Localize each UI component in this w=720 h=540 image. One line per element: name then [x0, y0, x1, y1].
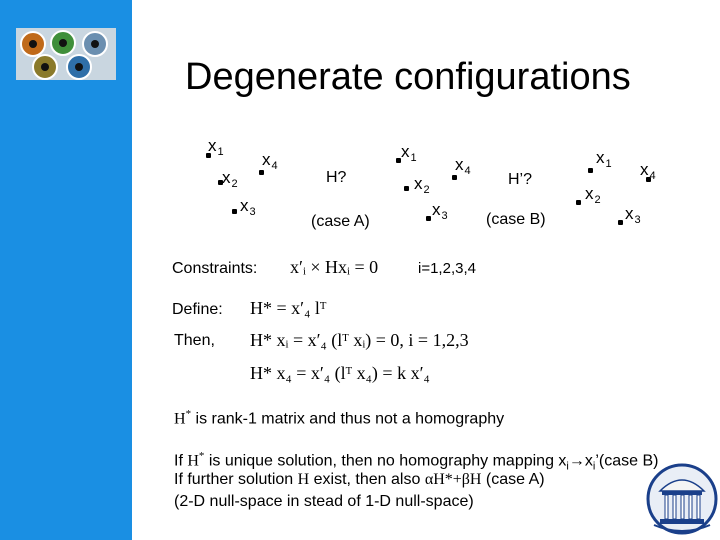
- label-x3: $x_3$: [240, 196, 256, 218]
- index-range: i=1,2,3,4: [418, 260, 476, 277]
- then-label: Then,: [174, 332, 215, 349]
- constraints-equation: x′ᵢ × Hxᵢ = 0: [290, 257, 379, 277]
- label-x4: $x_4$: [262, 150, 278, 172]
- label-x3: $x_3$: [432, 200, 448, 222]
- point-x1: [588, 168, 593, 173]
- sidebar-band: [0, 0, 132, 540]
- rank-statement: H* is rank-1 matrix and thus not a homography: [174, 408, 505, 428]
- point-x2: [404, 186, 409, 191]
- eye-icon: [82, 31, 108, 57]
- point-x3: [618, 220, 623, 225]
- point-x3: [426, 216, 431, 221]
- case-a-question: H?: [326, 169, 347, 186]
- label-x3: $x_3$: [625, 204, 641, 226]
- eye-icon: [32, 54, 58, 80]
- further-solution-line: If further solution H exist, then also αH*+βH (case A): [174, 471, 545, 488]
- null-space-note: (2-D null-space in stead of 1-D null-space): [174, 493, 474, 510]
- label-x2: $x_2$: [585, 184, 601, 206]
- iris-logo: [16, 28, 116, 80]
- label-x1: $x_1$: [208, 136, 224, 158]
- label-x4: $x_4$: [640, 160, 656, 182]
- label-x2: $x_2$: [222, 168, 238, 190]
- eye-icon: [20, 31, 46, 57]
- case-a-label: (case A): [311, 213, 370, 230]
- eye-icon: [66, 54, 92, 80]
- slide-title: Degenerate configurations: [185, 56, 631, 98]
- eye-icon: [50, 30, 76, 56]
- label-x2: $x_2$: [414, 174, 430, 196]
- define-label: Define:: [172, 301, 223, 318]
- point-x3: [232, 209, 237, 214]
- then-equation-1: H* xᵢ = x′₄ (lᵀ xᵢ) = 0, i = 1,2,3: [250, 330, 469, 350]
- label-x1: $x_1$: [596, 148, 612, 170]
- case-b-label: (case B): [486, 211, 546, 228]
- label-x1: $x_1$: [401, 142, 417, 164]
- constraints-label: Constraints:: [172, 260, 258, 277]
- rotunda-seal-icon: [646, 455, 718, 535]
- uniqueness-line: If H* is unique solution, then no homography mapping $x_i\to x_i’(case$ B): [174, 450, 659, 473]
- case-b-question: H’?: [508, 171, 533, 188]
- define-equation: H* = x′₄ lᵀ: [250, 298, 327, 318]
- then-equation-2: H* x₄ = x′₄ (lᵀ x₄) = k x′₄: [250, 363, 430, 383]
- label-x4: $x_4$: [455, 155, 471, 177]
- point-x2: [576, 200, 581, 205]
